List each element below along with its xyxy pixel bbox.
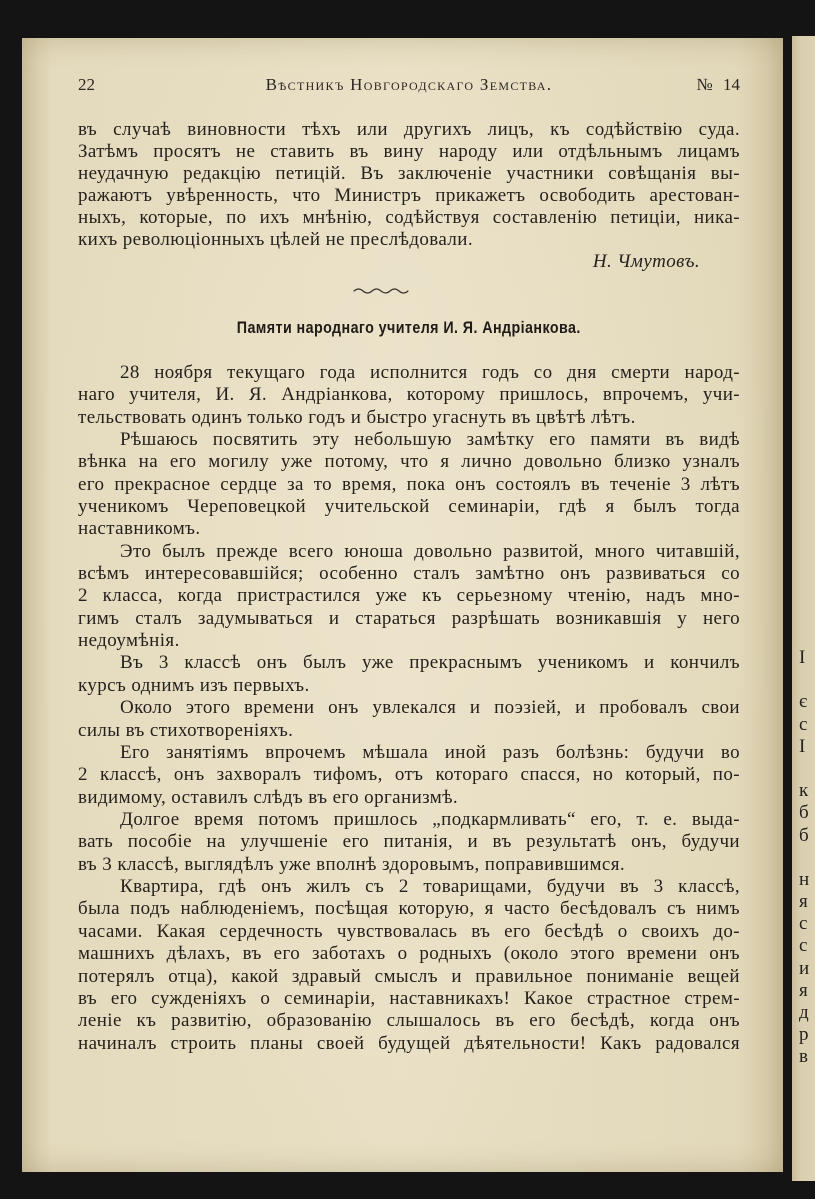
document-page <box>22 38 783 1172</box>
text-line: вѣнка на его могилу уже потому, что я лично довольно близко узналъ <box>78 451 740 473</box>
text-line: неудачную редакцію петицій. Въ заключеніе участники совѣщанія вы- <box>78 163 740 184</box>
facing-page-glyph: в <box>799 1046 808 1068</box>
text-line: 28 ноября текущаго года исполнится годъ со дня смерти народ- <box>120 361 740 383</box>
text-line: часами. Какая сердечность чувствовалась въ его бесѣдѣ о своихъ до- <box>78 920 740 942</box>
text-line: Около этого времени онъ увлекался и поэзіей, и пробовалъ свои <box>120 697 740 719</box>
text-line: ражаютъ увѣренность, что Министръ прикажетъ освободить арестован- <box>78 185 740 206</box>
facing-page-glyph: с <box>799 935 808 957</box>
facing-page-glyph: я <box>799 979 808 1001</box>
text-line: Квартира, гдѣ онъ жилъ съ 2 товарищами, будучи въ 3 классѣ, <box>120 876 740 898</box>
text-line: въ 3 классѣ, выглядѣлъ уже вполнѣ здоровымъ, поправившимся. <box>78 853 626 875</box>
paragraph <box>78 362 740 429</box>
text-line: видимому, оставилъ слѣдъ въ его организмѣ. <box>78 786 459 808</box>
text-line: въ случаѣ виновности тѣхъ или другихъ лицъ, къ содѣйствію суда. <box>78 119 740 140</box>
issue-number: № 14 <box>696 75 740 94</box>
text-line: его прекрасное сердце за то время, пока онъ состоялъ въ теченіе 3 лѣтъ <box>78 473 740 495</box>
text-line: тельствовать одинъ только годъ и быстро угаснуть въ цвѣтѣ лѣтъ. <box>78 406 636 428</box>
text-line: Въ 3 классѣ онъ былъ уже прекраснымъ ученикомъ и кончилъ <box>120 652 740 674</box>
text-line: всѣмъ интересовавшійся; особенно сталъ замѣтно онъ развиваться со <box>78 563 740 585</box>
text-line: ученикомъ Череповецкой учительской семинаріи, гдѣ я былъ тогда <box>78 495 740 517</box>
facing-page-glyph: є <box>799 691 808 713</box>
article-title <box>78 318 740 338</box>
text-line: кихъ революціонныхъ цѣлей не преслѣдовали. <box>78 229 474 250</box>
paragraph <box>78 809 740 876</box>
text-line: вать пособіе на улучшеніе его питанія, и въ результатѣ онъ, будучи <box>78 831 740 853</box>
facing-page-glyph: І <box>799 735 806 757</box>
text-line: Затѣмъ просятъ не ставить въ вину народу или отдѣльнымъ лицамъ <box>78 141 740 162</box>
text-line: наго учителя, И. Я. Андріанкова, которому пришлось, впрочемъ, учи- <box>78 384 740 406</box>
facing-page-glyph: я <box>799 891 808 913</box>
facing-page-glyph: д <box>799 1002 809 1023</box>
text-line: въ его сужденіяхъ о семинаріи, наставникахъ! Какое страстное стрем- <box>78 987 740 1009</box>
text-line: ныхъ, которые, по ихъ мнѣнію, содѣйствуя составленію петиціи, ника- <box>78 207 740 228</box>
text-line: леніе къ развитію, образованію слышалось въ его бесѣдѣ, когда онъ <box>78 1010 740 1032</box>
facing-page-glyph: к <box>799 780 809 802</box>
facing-page-glyph: р <box>799 1024 809 1046</box>
facing-page-glyph: и <box>799 957 810 979</box>
facing-page-glyph: б <box>799 824 809 846</box>
journal-title: Вѣстникъ Новгородскаго Земства. <box>265 75 553 94</box>
page-number: 22 <box>78 75 95 94</box>
text-line: Его занятіямъ впрочемъ мѣшала иной разъ болѣзнь: будучи во <box>120 741 740 763</box>
paragraph <box>78 742 740 809</box>
text-line: начиналъ строить планы своей будущей дѣятельности! Какъ радовался <box>78 1032 740 1054</box>
text-line: 2 классѣ, онъ захворалъ тифомъ, отъ котораго спасся, но который, по- <box>78 764 740 786</box>
text-line: силы въ стихотвореніяхъ. <box>78 719 294 741</box>
ornament-divider <box>353 287 413 295</box>
paragraph <box>78 429 740 541</box>
text-line: курсъ однимъ изъ первыхъ. <box>78 674 310 696</box>
facing-page-glyph: І <box>799 647 806 668</box>
paragraph <box>78 541 740 653</box>
facing-page-glyph <box>799 847 809 869</box>
facing-page-glyph: н <box>799 868 810 890</box>
facing-page-glyph: с <box>799 913 808 935</box>
author-signature: Н. Чмутовъ. <box>592 251 700 272</box>
facing-page-glyph <box>799 758 809 780</box>
facing-page-fragments <box>799 647 809 1069</box>
preceding-article-text <box>78 119 740 251</box>
facing-page-glyph: с <box>799 713 808 735</box>
running-header <box>78 74 740 96</box>
facing-page-edge <box>792 36 815 1181</box>
facing-page-glyph: б <box>799 802 809 824</box>
paragraph <box>78 652 740 697</box>
text-line: Долгое время потомъ пришлось „подкармливать“ его, т. е. выда- <box>120 808 740 830</box>
text-line: Рѣшаюсь посвятить эту небольшую замѣтку его памяти въ видѣ <box>120 428 740 450</box>
text-line: была подъ наблюденіемъ, посѣщая которую, я часто бесѣдовалъ съ нимъ <box>78 898 740 920</box>
text-line: потерялъ отца), какой здравый смыслъ и правильное пониманіе вещей <box>78 965 740 987</box>
paragraph <box>78 697 740 742</box>
paragraph <box>78 876 740 1055</box>
facing-page-glyph <box>799 669 809 691</box>
text-line: Это былъ прежде всего юноша довольно развитой, много читавшій, <box>120 540 740 562</box>
text-line: наставникомъ. <box>78 518 201 540</box>
text-line: машнихъ дѣлахъ, въ его заботахъ о родныхъ (около этого времени онъ <box>78 943 740 965</box>
text-line: 2 класса, когда пристрастился уже къ серьезному чтенію, надъ мно- <box>78 585 740 607</box>
text-line: гимъ сталъ задумываться и стараться разрѣшать возникавшія у него <box>78 607 740 629</box>
text-line: недоумѣнія. <box>78 630 180 652</box>
article-title-text: Памяти народнаго учителя И. Я. Андріанкова. <box>237 318 581 337</box>
article-body <box>78 362 740 1055</box>
